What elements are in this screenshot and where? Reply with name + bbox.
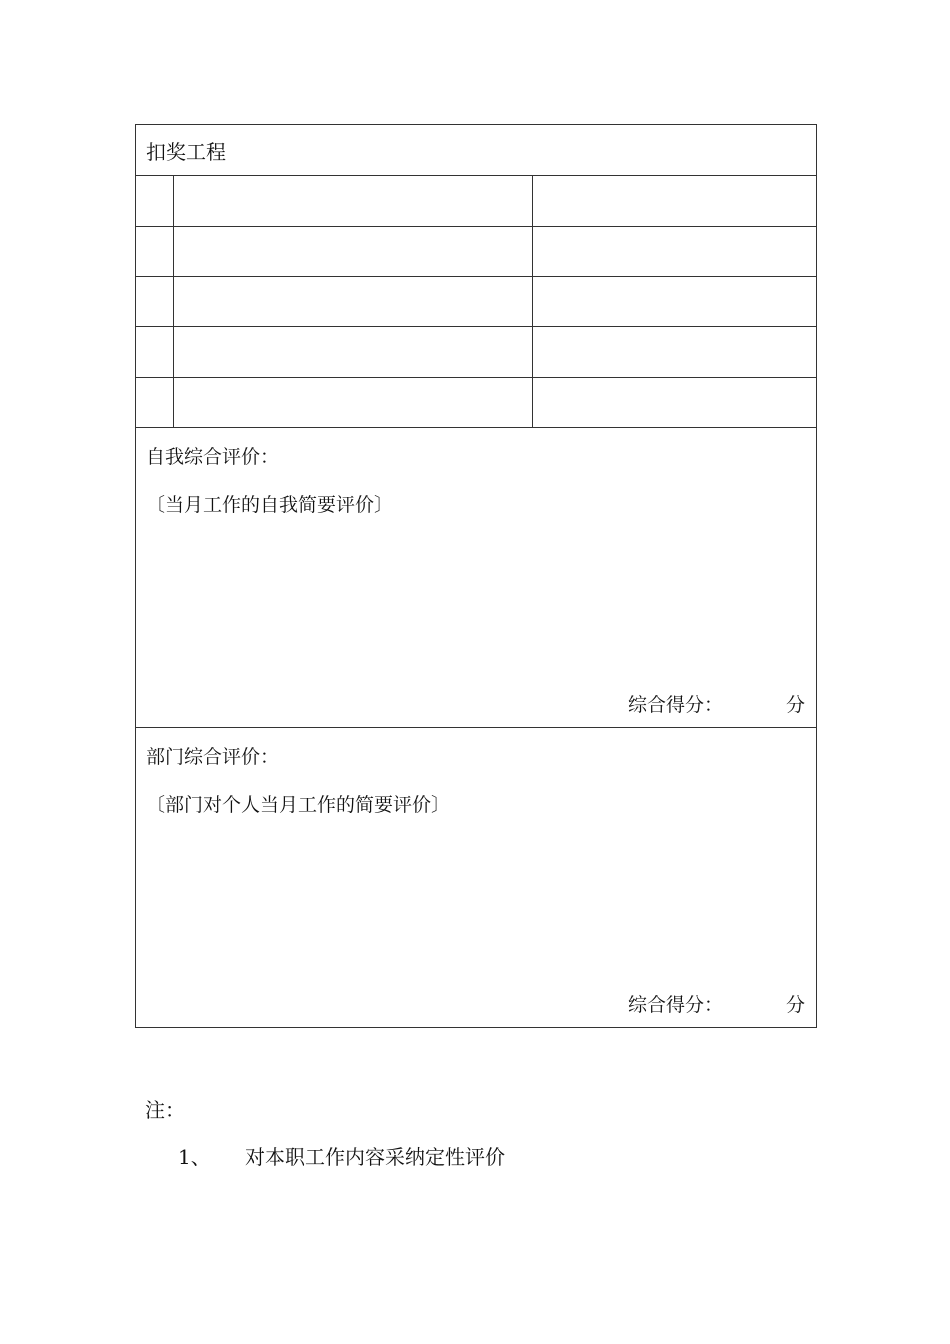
row-value-cell[interactable] bbox=[533, 226, 817, 276]
table-row bbox=[136, 226, 817, 276]
row-index-cell[interactable] bbox=[136, 377, 174, 427]
deduction-section-title: 扣奖工程 bbox=[136, 125, 817, 176]
row-item-cell[interactable] bbox=[174, 276, 533, 326]
row-index-cell[interactable] bbox=[136, 276, 174, 326]
department-evaluation-hint: 〔部门对个人当月工作的简要评价〕 bbox=[146, 793, 451, 816]
row-value-cell[interactable] bbox=[533, 276, 817, 326]
row-index-cell[interactable] bbox=[136, 327, 174, 377]
note-item bbox=[178, 1141, 505, 1170]
department-score-unit: 分 bbox=[786, 993, 806, 1016]
self-evaluation-title: 自我综合评价： bbox=[146, 445, 280, 468]
department-evaluation-title: 部门综合评价： bbox=[146, 745, 280, 768]
self-score-unit: 分 bbox=[786, 693, 806, 716]
table-row bbox=[136, 327, 817, 377]
note-item-text: 对本职工作内容采纳定性评价 bbox=[245, 1145, 505, 1169]
notes-title: 注： bbox=[145, 1098, 185, 1122]
row-index-cell[interactable] bbox=[136, 176, 174, 226]
self-score-label: 综合得分： bbox=[628, 693, 724, 716]
row-item-cell[interactable] bbox=[174, 226, 533, 276]
table-row bbox=[136, 176, 817, 226]
row-item-cell[interactable] bbox=[174, 176, 533, 226]
row-value-cell[interactable] bbox=[533, 327, 817, 377]
table-row bbox=[136, 377, 817, 427]
row-value-cell[interactable] bbox=[533, 176, 817, 226]
self-evaluation-hint: 〔当月工作的自我简要评价〕 bbox=[146, 493, 394, 516]
table-row bbox=[136, 276, 817, 326]
department-evaluation-cell[interactable] bbox=[136, 727, 817, 1027]
department-score-label: 综合得分： bbox=[628, 993, 724, 1016]
row-item-cell[interactable] bbox=[174, 327, 533, 377]
evaluation-form-table bbox=[135, 124, 817, 1028]
row-value-cell[interactable] bbox=[533, 377, 817, 427]
row-item-cell[interactable] bbox=[174, 377, 533, 427]
note-item-number: 1、 bbox=[178, 1145, 211, 1169]
row-index-cell[interactable] bbox=[136, 226, 174, 276]
self-evaluation-cell[interactable] bbox=[136, 427, 817, 727]
